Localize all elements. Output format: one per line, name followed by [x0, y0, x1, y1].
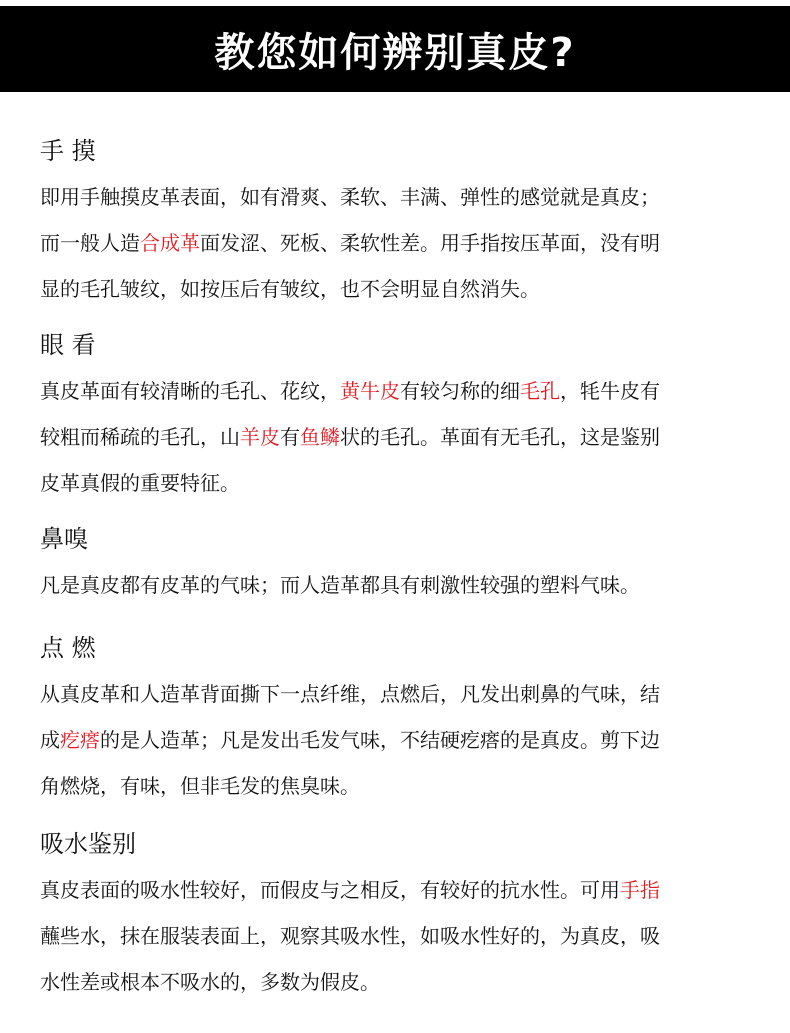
section-heading: 手 摸 — [40, 137, 96, 165]
paragraph-line — [40, 460, 760, 506]
section-paragraph — [40, 562, 760, 608]
section-heading: 点 燃 — [40, 634, 96, 662]
body-text: 有较匀称的细 — [400, 379, 520, 403]
highlighted-term: 鱼鳞 — [300, 425, 340, 449]
body-text: 真皮革面有较清晰的毛孔、花纹， — [40, 379, 340, 403]
highlighted-term: 黄牛皮 — [340, 379, 400, 403]
paragraph-line — [40, 414, 760, 460]
body-text: 蘸些水，抹在服装表面上，观察其吸水性，如吸水性好的，为真皮，吸 — [40, 924, 660, 948]
section-look — [40, 330, 760, 506]
body-text: 有 — [280, 425, 300, 449]
section-water-absorption — [40, 829, 760, 1005]
section-paragraph — [40, 671, 760, 809]
highlighted-term: 手指 — [620, 878, 660, 902]
section-heading: 吸水鉴别 — [40, 830, 136, 858]
highlighted-term: 羊皮 — [240, 425, 280, 449]
paragraph-line — [40, 174, 760, 220]
body-text: 皮革真假的重要特征。 — [40, 471, 240, 495]
paragraph-line — [40, 368, 760, 414]
body-text: 即用手触摸皮革表面，如有滑爽、柔软、丰满、弹性的感觉就是真皮； — [40, 185, 660, 209]
body-text: 真皮表面的吸水性较好，而假皮与之相反，有较好的抗水性。可用 — [40, 878, 620, 902]
section-paragraph — [40, 368, 760, 506]
section-paragraph — [40, 867, 760, 1005]
paragraph-line — [40, 913, 760, 959]
body-text: 面发涩、死板、柔软性差。用手指按压革面，没有明 — [200, 231, 660, 255]
paragraph-line — [40, 763, 760, 809]
paragraph-line — [40, 671, 760, 717]
page-title: 教您如何辨别真皮? — [214, 29, 576, 76]
body-text: 成 — [40, 728, 60, 752]
paragraph-line — [40, 266, 760, 312]
body-text: 的是人造革；凡是发出毛发气味，不结硬疙瘩的是真皮。剪下边 — [100, 728, 660, 752]
highlighted-term: 毛孔 — [520, 379, 560, 403]
section-heading: 鼻嗅 — [40, 525, 88, 553]
section-touch — [40, 136, 760, 312]
highlighted-term: 合成革 — [140, 231, 200, 255]
paragraph-line — [40, 959, 760, 1005]
paragraph-line — [40, 717, 760, 763]
body-text: 而一般人造 — [40, 231, 140, 255]
paragraph-line — [40, 867, 760, 913]
title-banner — [0, 6, 790, 92]
section-burn — [40, 633, 760, 809]
section-paragraph — [40, 174, 760, 312]
body-text: 水性差或根本不吸水的，多数为假皮。 — [40, 970, 380, 994]
highlighted-term: 疙瘩 — [60, 728, 100, 752]
section-smell — [40, 524, 760, 608]
body-text: 较粗而稀疏的毛孔，山 — [40, 425, 240, 449]
body-text: 状的毛孔。革面有无毛孔，这是鉴别 — [340, 425, 660, 449]
body-text: 凡是真皮都有皮革的气味；而人造革都具有刺激性较强的塑料气味。 — [40, 573, 640, 597]
paragraph-line — [40, 220, 760, 266]
body-text: 从真皮革和人造革背面撕下一点纤维，点燃后，凡发出刺鼻的气味，结 — [40, 682, 660, 706]
body-text: 角燃烧，有味，但非毛发的焦臭味。 — [40, 774, 360, 798]
body-text: 显的毛孔皱纹，如按压后有皱纹，也不会明显自然消失。 — [40, 277, 540, 301]
paragraph-line — [40, 562, 760, 608]
section-heading: 眼 看 — [40, 331, 96, 359]
body-text: ，牦牛皮有 — [560, 379, 660, 403]
